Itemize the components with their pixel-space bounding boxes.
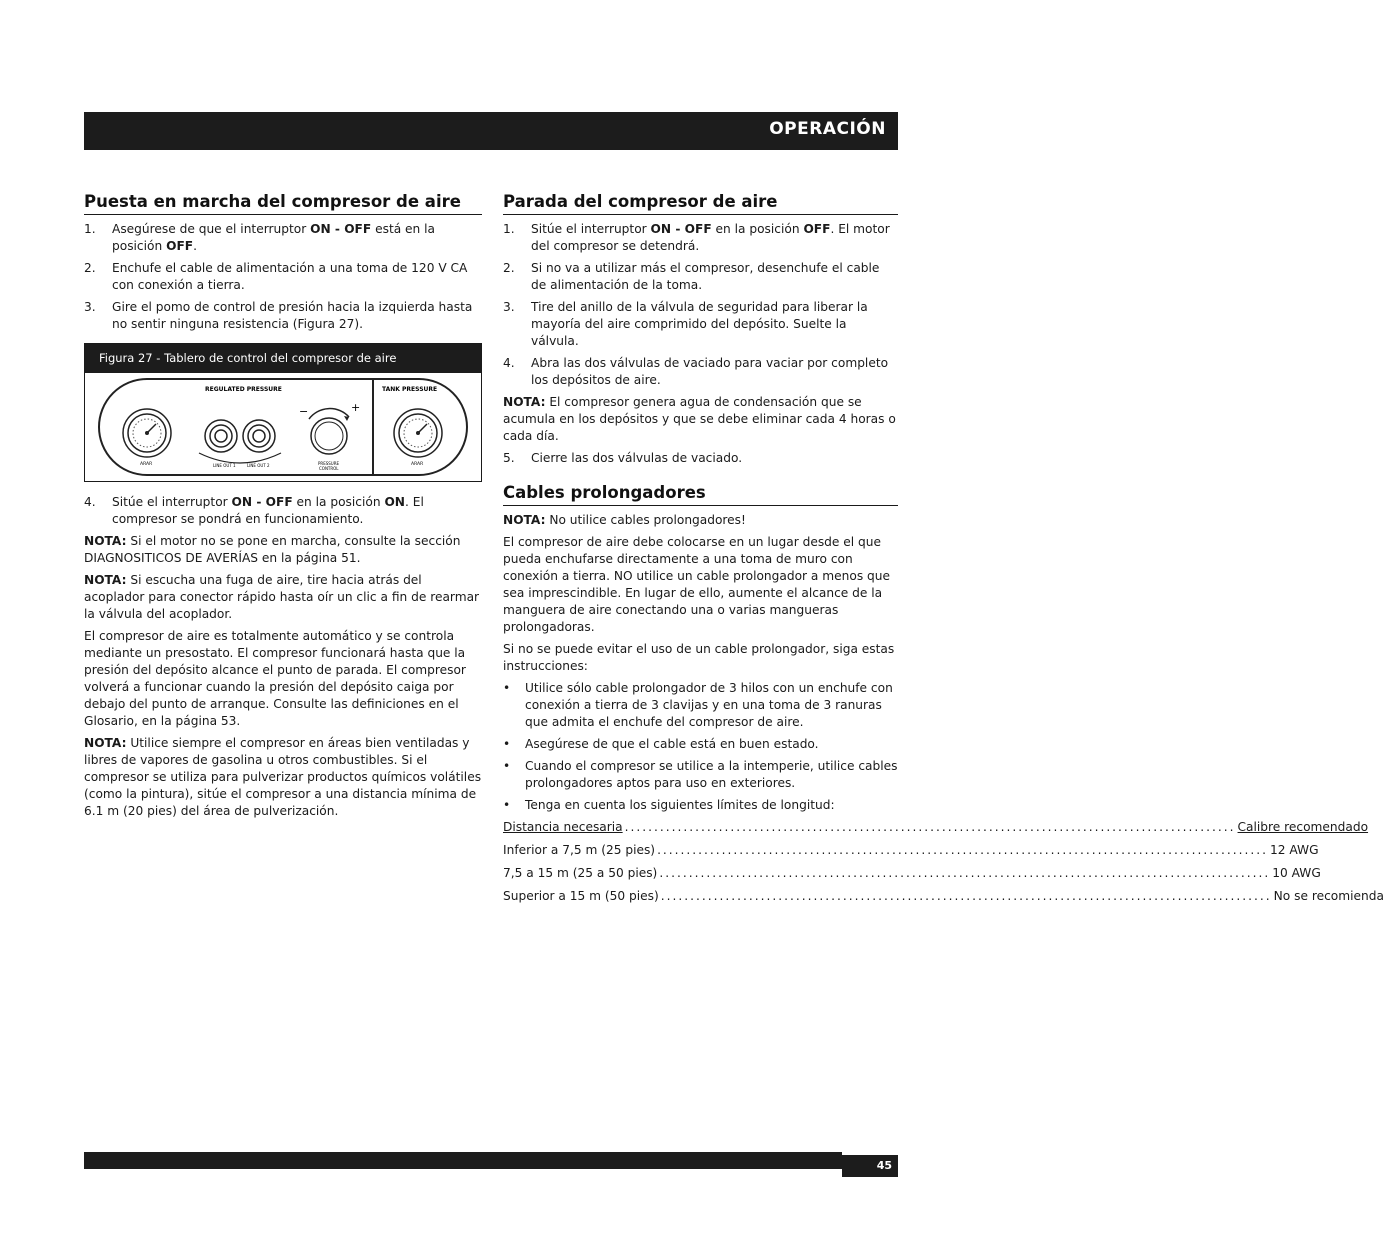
control-label: CONTROL <box>319 466 339 471</box>
bullet-text: Tenga en cuenta los siguientes límites de longitud: <box>525 798 835 812</box>
note-condensation: NOTA: El compresor genera agua de condensación que se acumula en los depósitos y que se debe eliminar cada 4 horas o cada día. <box>503 395 896 443</box>
stop-step-5 <box>503 450 898 467</box>
step-text: Abra las dos válvulas de vaciado para vaciar por completo los depósitos de aire. <box>531 356 889 387</box>
note-motor: NOTA: Si el motor no se pone en marcha, consulte la sección DIAGNOSITICOS DE AVERÍAS en la página 51. <box>84 534 461 565</box>
note-no-extension: NOTA: No utilice cables prolongadores! <box>503 513 746 527</box>
tank-gauge-icon <box>394 409 442 457</box>
header-bar <box>84 112 898 150</box>
leader-dots: ........................................................................................................ <box>624 820 1236 834</box>
startup-heading: Puesta en marcha del compresor de aire <box>84 192 482 215</box>
stop-step-2 <box>503 260 898 294</box>
gauge-label: ARAR <box>140 462 153 467</box>
step-text: Tire del anillo de la válvula de seguridad para liberar la mayoría del aire comprimido del depósito. Suelte la válvula. <box>531 300 868 348</box>
step-text: Sitúe el interruptor ON - OFF en la posición OFF. El motor del compresor se detendrá. <box>531 222 890 253</box>
table-row <box>503 888 1384 905</box>
bullet-text: Asegúrese de que el cable está en buen estado. <box>525 737 819 751</box>
page-number-box <box>842 1155 898 1177</box>
step-text: Enchufe el cable de alimentación a una toma de 120 V CA con conexión a tierra. <box>112 261 468 292</box>
left-column <box>84 192 482 825</box>
bullet-glyph: • <box>503 798 511 812</box>
plus-label: + <box>351 401 361 414</box>
table-cell-distance: Superior a 15 m (50 pies) <box>503 889 659 903</box>
bullet-text: Cuando el compresor se utilice a la intemperie, utilice cables prolongadores aptos para uso en exteriores. <box>525 759 898 790</box>
pressure-label: PRESSURE <box>318 461 340 466</box>
pressure-control-knob-icon <box>309 409 349 454</box>
table-cell-distance: Inferior a 7,5 m (25 pies) <box>503 843 656 857</box>
step-number: 3. <box>503 300 515 314</box>
tank-pressure-label: TANK PRESSURE <box>382 386 438 393</box>
table-row <box>503 865 1321 882</box>
extension-cords-heading: Cables prolongadores <box>503 483 898 506</box>
table-cell-gauge: No se recomienda <box>1273 889 1384 903</box>
startup-step-1 <box>84 221 482 255</box>
stop-heading: Parada del compresor de aire <box>503 192 898 215</box>
startup-step-3 <box>84 299 482 333</box>
leader-dots: ........................................................................................................ <box>657 843 1268 857</box>
automatic-paragraph: El compresor de aire es totalmente automático y se controla mediante un presostato. El compresor funcionará hasta que la presión del depósito alcance el punto de parada. El compresor volverá a funcionar cuando la presión del depósito caiga por debajo del punto de arranque. Consulte las definiciones en el Glosario, en la página 53. <box>84 629 466 728</box>
page-number: 45 <box>876 1159 892 1172</box>
extension-paragraph-2: Si no se puede evitar el uso de un cable prolongador, siga estas instrucciones: <box>503 642 895 673</box>
right-column <box>503 192 1384 911</box>
length-table <box>503 819 1384 905</box>
extension-paragraph-1: El compresor de aire debe colocarse en un lugar desde el que pueda enchufarse directamente a una toma de muro con conexión a tierra. NO utilice un cable prolongador a menos que sea imprescindible. En lugar de ello, aumente el alcance de la manguera de aire conectando una o varias mangueras prolongadoras. <box>503 535 891 634</box>
table-cell-gauge: 10 AWG <box>1272 866 1321 880</box>
table-header-distance: Distancia necesaria <box>503 820 623 834</box>
section-title: OPERACIÓN <box>769 119 886 139</box>
leader-dots: ........................................................................................................ <box>660 889 1272 903</box>
note-ventilation: NOTA: Utilice siempre el compresor en áreas bien ventiladas y libres de vapores de gasolina u otros combustibles. Si el compresor se utiliza para pulverizar productos químicos volátiles (como la pintura), sitúe el compresor a una distancia mínima de 6.1 m (20 pies) del área de pulverización. <box>84 736 482 818</box>
bullet-item <box>503 758 898 792</box>
step-number: 1. <box>503 222 515 236</box>
step-number: 4. <box>503 356 515 370</box>
bullet-text: Utilice sólo cable prolongador de 3 hilos con un enchufe con conexión a tierra de 3 clavijas y en una toma de 3 ranuras que admita el enchufe del compresor de aire. <box>525 681 893 729</box>
bullet-glyph: • <box>503 759 511 773</box>
step-number: 5. <box>503 451 515 465</box>
table-row <box>503 842 1319 859</box>
line-out-2-label: LINE OUT 2 <box>247 463 270 468</box>
step-text: Si no va a utilizar más el compresor, desenchufe el cable de alimentación de la toma. <box>531 261 880 292</box>
leader-dots: ........................................................................................................ <box>659 866 1271 880</box>
control-panel-drawing <box>85 373 481 481</box>
bullet-glyph: • <box>503 737 511 751</box>
note-leak: NOTA: Si escucha una fuga de aire, tire hacia atrás del acoplador para conector rápido hasta oír un clic a fin de rearmar la válvula del acoplador. <box>84 573 480 621</box>
step-text: Gire el pomo de control de presión hacia la izquierda hasta no sentir ninguna resistencia (Figura 27). <box>112 300 473 331</box>
minus-label: − <box>299 405 309 418</box>
step-text: Cierre las dos válvulas de vaciado. <box>531 451 743 465</box>
table-cell-gauge: 12 AWG <box>1269 843 1319 857</box>
gauge-label: ARAR <box>411 462 424 467</box>
line-out-connector-icon <box>199 420 281 463</box>
bullet-item <box>503 680 898 731</box>
table-header-row <box>503 819 1369 836</box>
step-number: 2. <box>503 261 515 275</box>
table-cell-distance: 7,5 a 15 m (25 a 50 pies) <box>503 866 658 880</box>
startup-step-2 <box>84 260 482 294</box>
step-number: 3. <box>84 300 96 314</box>
bullet-item <box>503 736 898 753</box>
control-panel-illustration <box>85 373 481 481</box>
step-number: 2. <box>84 261 96 275</box>
table-header-gauge: Calibre recomendado <box>1237 820 1369 834</box>
step-number: 1. <box>84 222 96 236</box>
startup-step-4 <box>84 494 482 528</box>
figure-27 <box>84 343 482 482</box>
step-text: Asegúrese de que el interruptor ON - OFF está en la posición OFF. <box>112 222 436 253</box>
bullet-glyph: • <box>503 681 511 695</box>
stop-step-1 <box>503 221 898 255</box>
regulated-gauge-icon <box>123 409 171 457</box>
line-out-1-label: LINE OUT 1 <box>213 463 236 468</box>
step-number: 4. <box>84 495 96 509</box>
regulated-pressure-label: REGULATED PRESSURE <box>205 386 282 393</box>
figure-caption: Figura 27 - Tablero de control del compresor de aire <box>85 344 481 373</box>
step-text: Sitúe el interruptor ON - OFF en la posición ON. El compresor se pondrá en funcionamiento. <box>112 495 424 526</box>
footer-bar <box>84 1152 842 1169</box>
stop-step-3 <box>503 299 898 350</box>
stop-step-4 <box>503 355 898 389</box>
bullet-item <box>503 797 898 814</box>
